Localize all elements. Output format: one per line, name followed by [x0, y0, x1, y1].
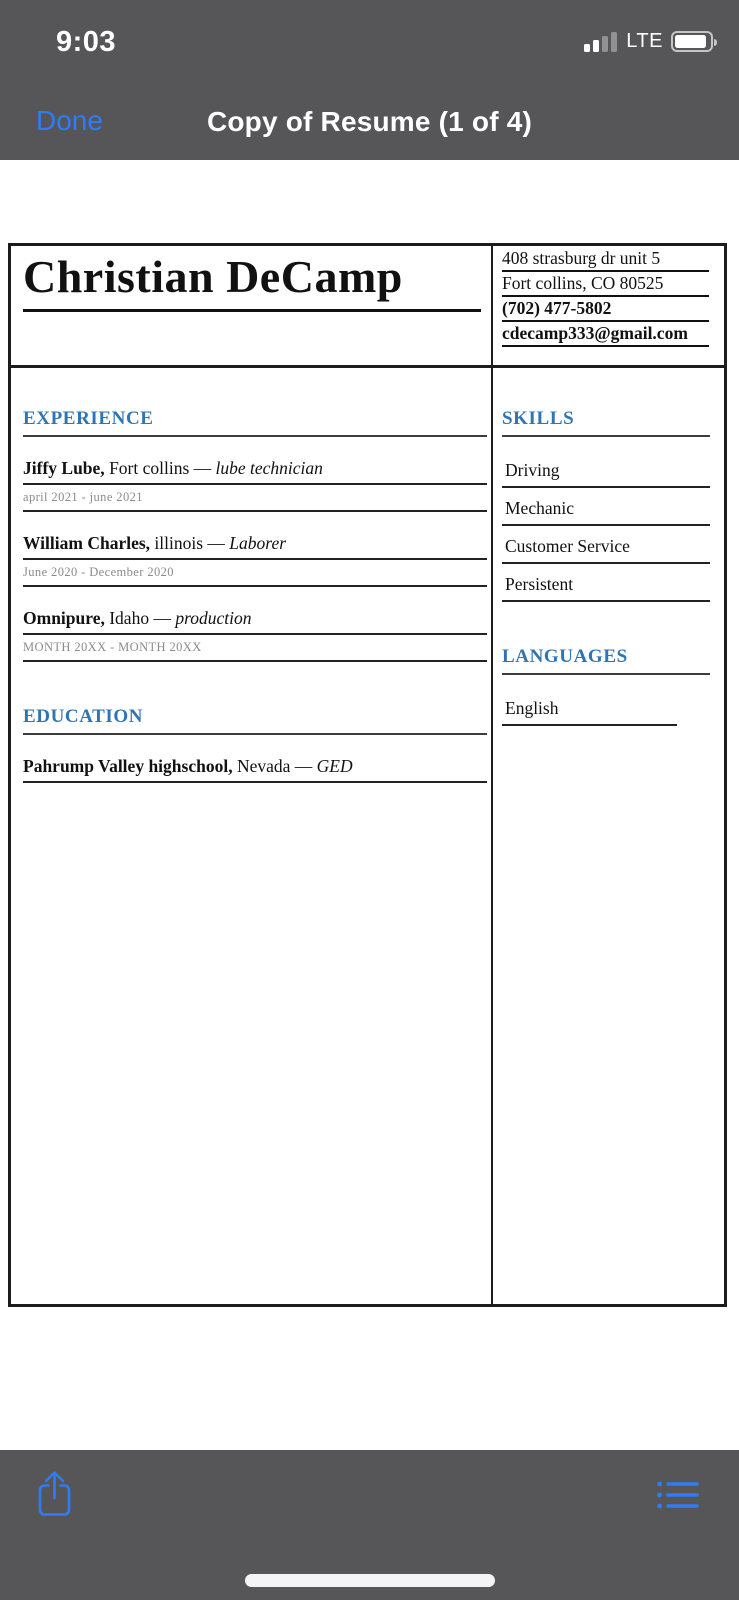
- experience-location: Idaho —: [104, 608, 176, 628]
- experience-company: Jiffy Lube,: [23, 458, 105, 478]
- skills-heading: SKILLS: [502, 408, 710, 437]
- contact-email: cdecamp333@gmail.com: [502, 322, 709, 347]
- experience-entry-title: [23, 459, 487, 485]
- thumbnail-list-button[interactable]: [657, 1480, 699, 1515]
- battery-nub: [714, 39, 717, 46]
- contact-address-line1: 408 strasburg dr unit 5: [502, 247, 709, 272]
- experience-location: illinois —: [150, 533, 230, 553]
- resume-right-column: [493, 368, 724, 1304]
- done-button[interactable]: Done: [36, 105, 103, 136]
- skill-item: Mechanic: [502, 497, 710, 526]
- list-icon: [657, 1480, 699, 1512]
- education-credential: GED: [316, 756, 353, 776]
- status-icons: [584, 30, 713, 53]
- share-button[interactable]: [36, 1468, 73, 1521]
- skill-item: Driving: [502, 459, 710, 488]
- skill-item: Persistent: [502, 573, 710, 602]
- resume-header-row: [11, 246, 724, 368]
- resume-body-row: [11, 368, 724, 1304]
- contact-phone: (702) 477-5802: [502, 297, 709, 322]
- share-icon: [36, 1468, 73, 1518]
- experience-heading: EXPERIENCE: [23, 408, 487, 437]
- cellular-signal-icon: [584, 32, 618, 52]
- network-type-label: LTE: [626, 30, 663, 52]
- experience-dates: June 2020 - December 2020: [23, 560, 487, 587]
- experience-company: Omnipure,: [23, 608, 105, 628]
- experience-dates: MONTH 20XX - MONTH 20XX: [23, 635, 487, 662]
- experience-role: lube technician: [215, 458, 323, 478]
- education-school: Pahrump Valley highschool,: [23, 756, 233, 776]
- contact-address-line2: Fort collins, CO 80525: [502, 272, 709, 297]
- battery-fill: [675, 35, 706, 48]
- home-indicator[interactable]: [245, 1574, 495, 1587]
- battery-icon: [671, 31, 713, 52]
- resume-page: [8, 243, 727, 1307]
- education-heading: EDUCATION: [23, 706, 487, 735]
- languages-heading: LANGUAGES: [502, 646, 710, 675]
- experience-entry-title: [23, 609, 487, 635]
- name-cell: [11, 246, 493, 365]
- language-item: English: [502, 697, 677, 726]
- experience-role: Laborer: [229, 533, 287, 553]
- education-location: Nevada —: [232, 756, 317, 776]
- experience-dates: april 2021 - june 2021: [23, 485, 487, 512]
- document-scroll-area[interactable]: [0, 160, 739, 1450]
- document-title: Copy of Resume (1 of 4): [206, 106, 533, 137]
- experience-company: William Charles,: [23, 533, 151, 553]
- resume-name: Christian DeCamp: [23, 250, 481, 312]
- contact-cell: [493, 246, 724, 365]
- experience-role: production: [175, 608, 252, 628]
- bottom-toolbar: [0, 1450, 739, 1600]
- experience-entry-title: [23, 534, 487, 560]
- education-entry-title: [23, 757, 487, 783]
- resume-left-column: [11, 368, 493, 1304]
- skill-item: Customer Service: [502, 535, 710, 564]
- experience-location: Fort collins —: [104, 458, 216, 478]
- status-time: 9:03: [56, 26, 117, 58]
- top-chrome-bar: [0, 0, 739, 160]
